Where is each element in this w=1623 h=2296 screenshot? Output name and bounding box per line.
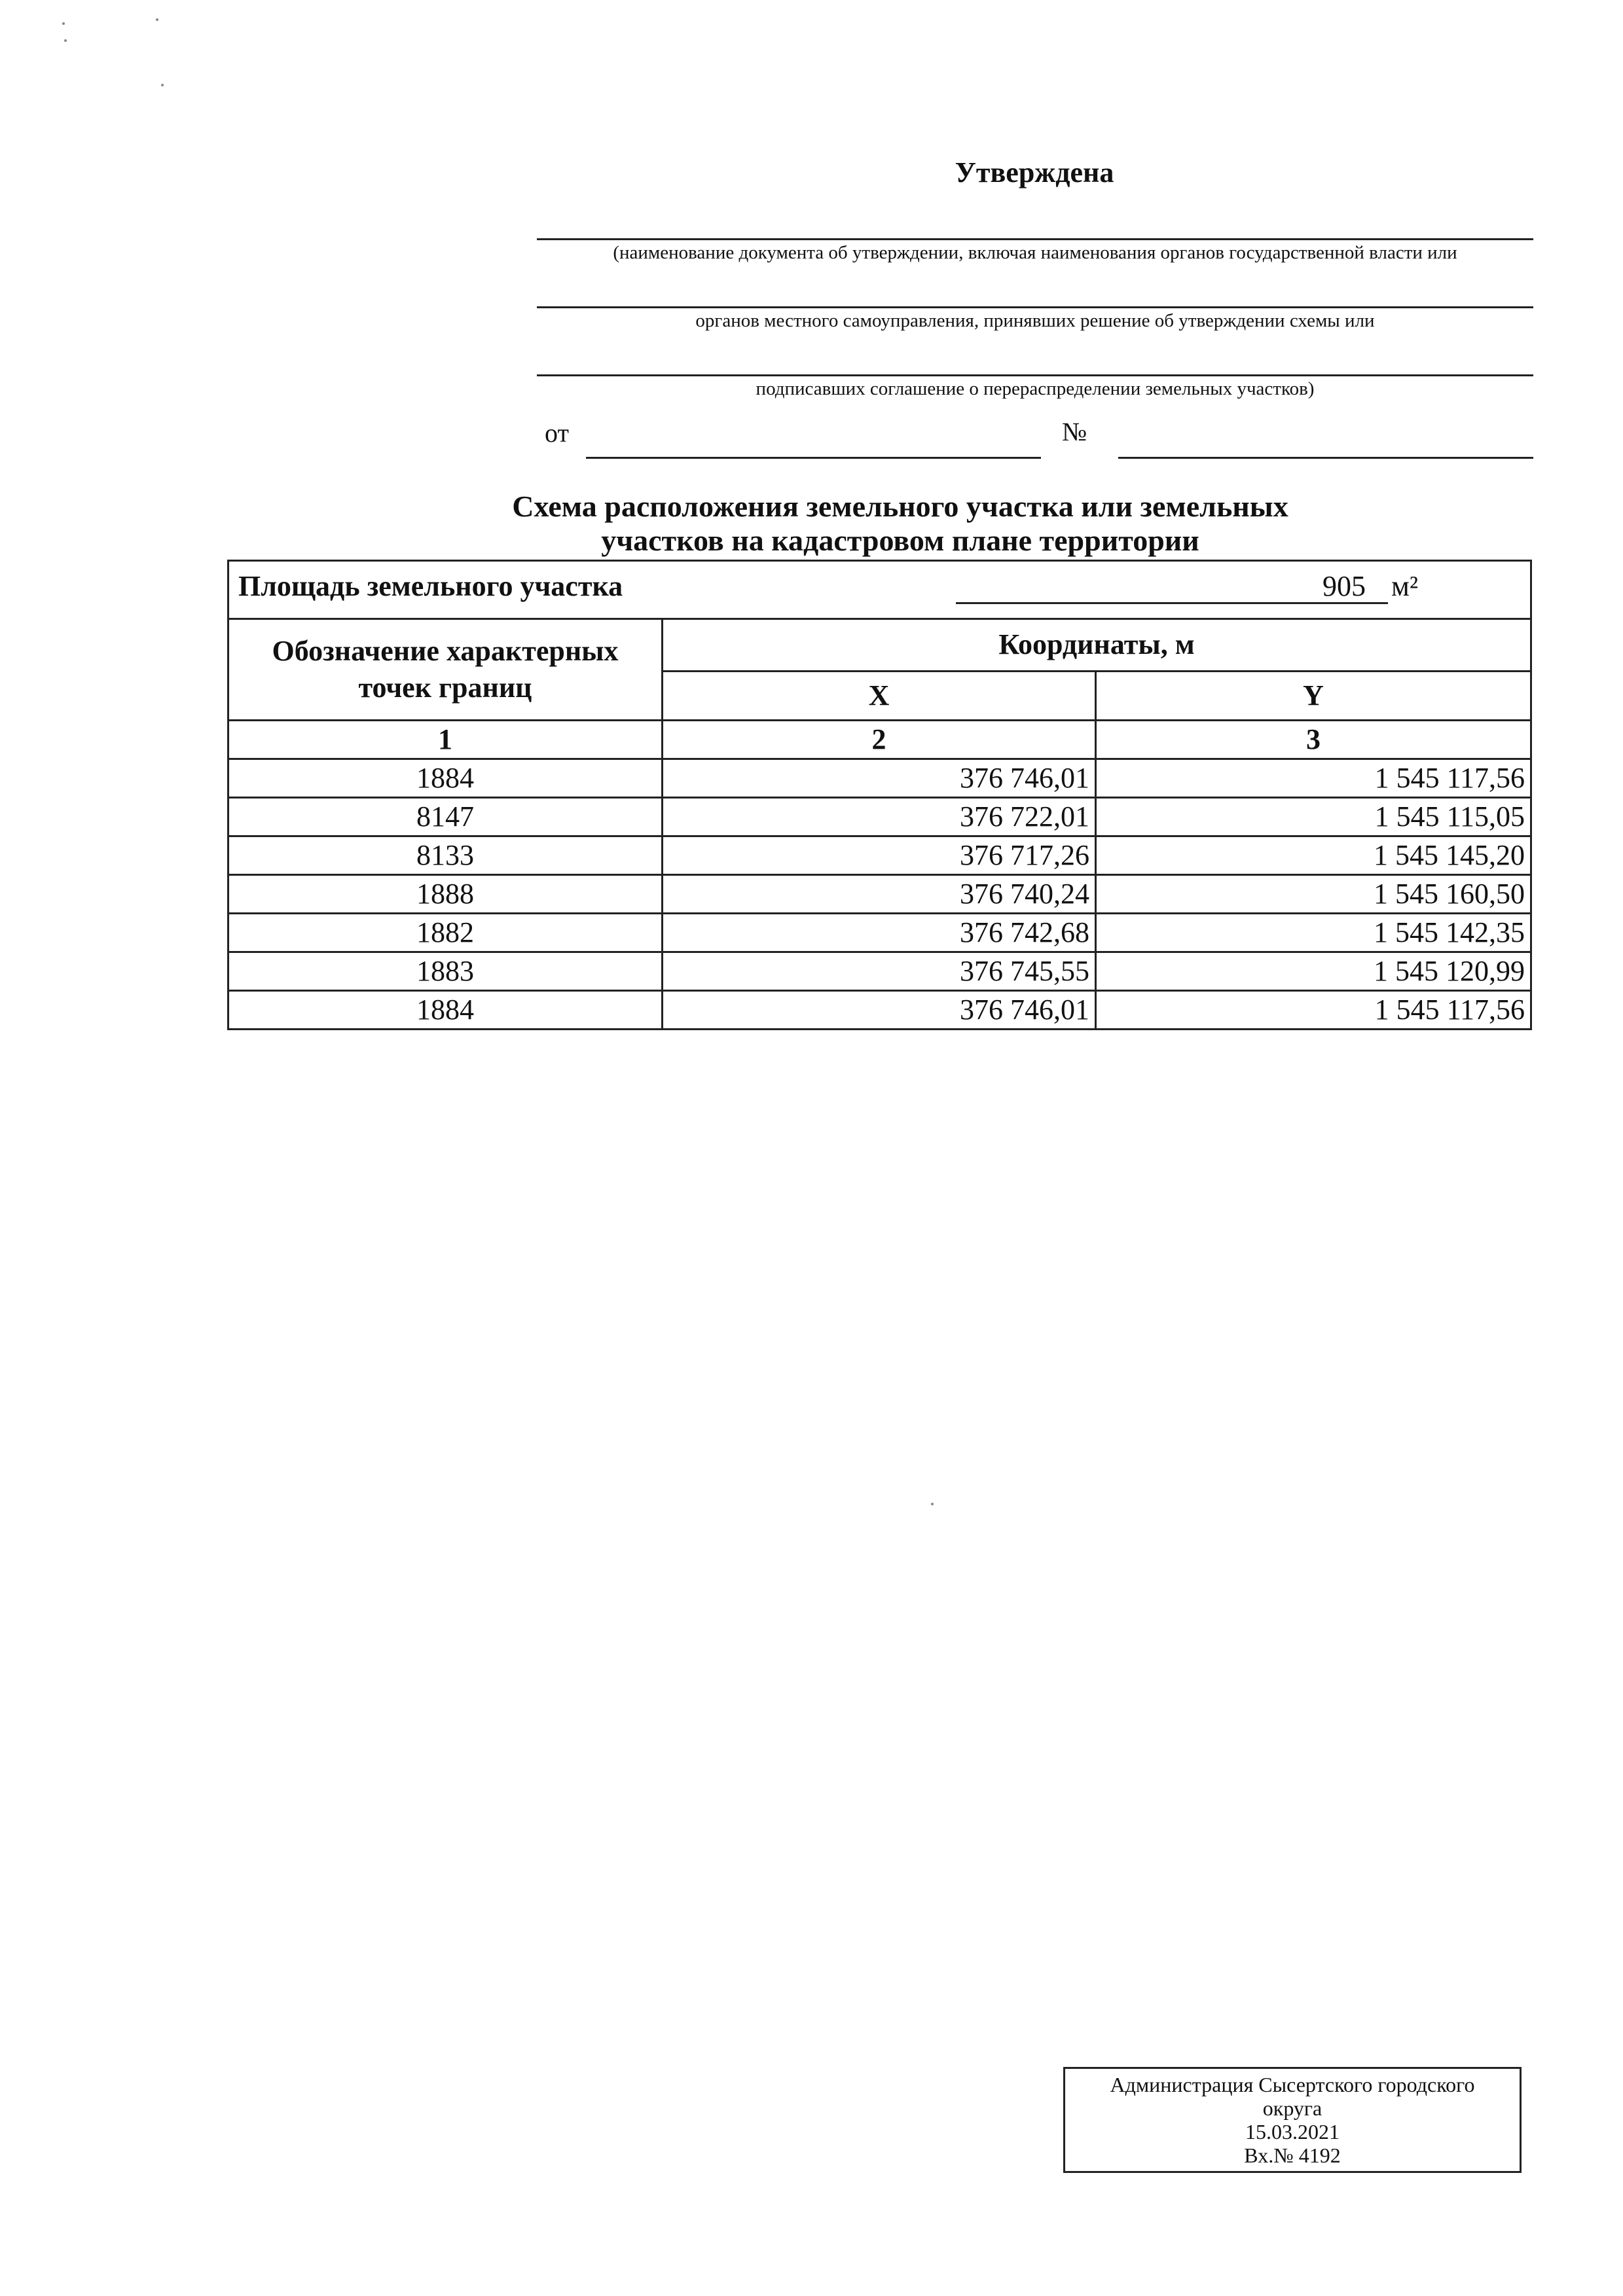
area-unit: м² — [1391, 570, 1419, 602]
point-cell: 8147 — [228, 798, 663, 836]
x-cell: 376 746,01 — [663, 991, 1096, 1030]
scan-speck — [156, 18, 158, 21]
approval-caption-3: подписавших соглашение о перераспределении земельных участков) — [756, 378, 1315, 399]
table-row — [228, 991, 1531, 1030]
y-cell: 1 545 160,50 — [1096, 875, 1531, 914]
column-number-row — [228, 721, 1531, 759]
stamp-line-1: Администрация Сысертского городского — [1110, 2073, 1475, 2096]
y-cell: 1 545 120,99 — [1096, 952, 1531, 991]
coordinates-table — [227, 560, 1532, 1030]
point-cell: 1882 — [228, 914, 663, 952]
number-label: № — [1062, 417, 1087, 446]
table-row — [228, 798, 1531, 836]
table-row — [228, 875, 1531, 914]
x-cell: 376 745,55 — [663, 952, 1096, 991]
point-cell: 1888 — [228, 875, 663, 914]
points-header-line-2: точек границ — [358, 672, 532, 704]
y-cell: 1 545 142,35 — [1096, 914, 1531, 952]
area-cell — [228, 561, 1531, 619]
scan-speck — [62, 22, 65, 25]
area-value: 905 — [1322, 570, 1366, 602]
col-number-2: 2 — [663, 721, 1096, 759]
point-cell: 1884 — [228, 991, 663, 1030]
table-row — [228, 836, 1531, 875]
table-row — [228, 952, 1531, 991]
y-cell: 1 545 115,05 — [1096, 798, 1531, 836]
registration-stamp — [1063, 2067, 1522, 2173]
points-header-line-1: Обозначение характерных — [272, 635, 619, 667]
col-number-1: 1 — [228, 721, 663, 759]
stamp-line-2: округа — [1262, 2096, 1322, 2120]
scheme-title — [393, 490, 1408, 558]
y-cell: 1 545 145,20 — [1096, 836, 1531, 875]
stamp-date: 15.03.2021 — [1245, 2120, 1340, 2144]
approval-line-2 — [537, 306, 1533, 308]
scan-speck — [161, 84, 164, 86]
scheme-title-line-2: участков на кадастровом плане территории — [601, 524, 1199, 557]
scheme-title-line-1: Схема расположения земельного участка или земельных — [512, 490, 1288, 523]
y-cell: 1 545 117,56 — [1096, 759, 1531, 798]
approval-line-1 — [537, 238, 1533, 240]
number-line — [1118, 457, 1533, 459]
approval-caption-2: органов местного самоуправления, принявших решение об утверждении схемы или — [695, 310, 1375, 331]
x-cell: 376 740,24 — [663, 875, 1096, 914]
approval-line-3 — [537, 374, 1533, 376]
approval-caption-1: (наименование документа об утверждении, включая наименования органов государственной власти или — [613, 242, 1457, 263]
area-row — [228, 561, 1531, 619]
x-cell: 376 722,01 — [663, 798, 1096, 836]
from-label: от — [545, 418, 569, 448]
points-header — [228, 619, 663, 721]
coords-header: Координаты, м — [663, 619, 1531, 672]
y-cell: 1 545 117,56 — [1096, 991, 1531, 1030]
point-cell: 8133 — [228, 836, 663, 875]
table-row — [228, 914, 1531, 952]
col-number-3: 3 — [1096, 721, 1531, 759]
point-cell: 1884 — [228, 759, 663, 798]
stamp-incoming-number: Вх.№ 4192 — [1244, 2144, 1341, 2167]
approved-title: Утверждена — [955, 156, 1114, 188]
area-label: Площадь земельного участка — [238, 570, 623, 602]
y-header: Y — [1096, 671, 1531, 720]
date-line — [586, 457, 1041, 459]
point-cell: 1883 — [228, 952, 663, 991]
table-row — [228, 759, 1531, 798]
x-header: X — [663, 671, 1096, 720]
scan-speck — [64, 39, 67, 42]
scan-speck — [931, 1503, 934, 1505]
header-row-1 — [228, 619, 1531, 672]
x-cell: 376 717,26 — [663, 836, 1096, 875]
x-cell: 376 742,68 — [663, 914, 1096, 952]
x-cell: 376 746,01 — [663, 759, 1096, 798]
